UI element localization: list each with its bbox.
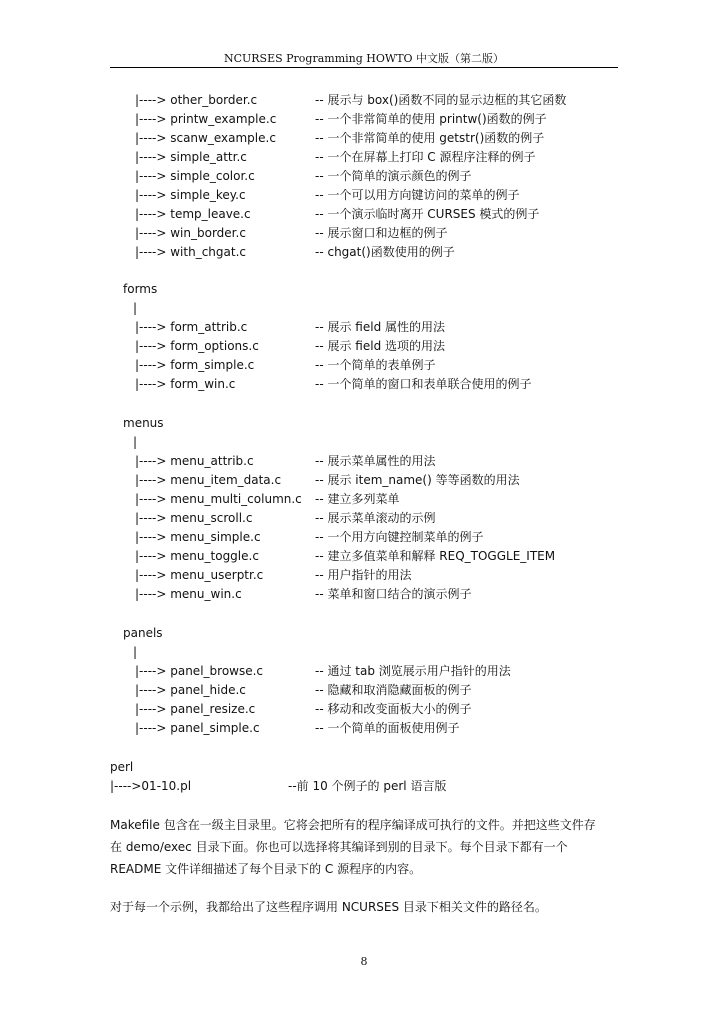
file-entry: |----> menu_multi_column.c: [135, 492, 302, 506]
file-entry: |----> simple_color.c: [135, 169, 255, 183]
file-description: --前 10 个例子的 perl 语言版: [288, 779, 447, 793]
file-description: -- 展示菜单滚动的示例: [315, 511, 436, 525]
file-description: -- 一个演示临时离开 CURSES 模式的例子: [315, 207, 540, 221]
file-entry: |----> menu_toggle.c: [135, 549, 259, 563]
file-entry: |----> menu_item_data.c: [135, 473, 282, 487]
file-description: -- 一个用方向键控制菜单的例子: [315, 530, 484, 544]
file-description: -- 移动和改变面板大小的例子: [315, 702, 472, 716]
file-description: -- 一个简单的窗口和表单联合使用的例子: [315, 377, 532, 391]
file-description: -- 一个非常简单的使用 getstr()函数的例子: [315, 131, 545, 145]
file-description: -- 菜单和窗口结合的演示例子: [315, 587, 472, 601]
file-entry: |----> other_border.c: [135, 93, 258, 107]
file-entry: |----> printw_example.c: [135, 112, 277, 126]
file-description: -- 用户指针的用法: [315, 568, 412, 582]
file-description: -- 通过 tab 浏览展示用户指针的用法: [315, 664, 511, 678]
file-description: -- 一个在屏幕上打印 C 源程序注释的例子: [315, 150, 536, 164]
header-title: NCURSES Programming HOWTO 中文版（第二版）: [223, 52, 505, 65]
file-entry: |----> form_options.c: [135, 339, 259, 353]
paragraph-line: 对于每一个示例，我都给出了这些程序调用 NCURSES 目录下相关文件的路径名。: [110, 900, 547, 914]
file-entry: |----> panel_simple.c: [135, 721, 260, 735]
tree-pipe: |: [133, 301, 138, 315]
paragraph-line: Makefile 包含在一级主目录里。它将会把所有的程序编译成可执行的文件。并把这些文件存: [110, 818, 596, 832]
file-description: -- 建立多列菜单: [315, 492, 400, 506]
file-entry: |----> menu_simple.c: [135, 530, 261, 544]
file-entry: |----> menu_attrib.c: [135, 454, 254, 468]
file-description: -- 建立多值菜单和解释 REQ_TOGGLE_ITEM: [315, 549, 556, 563]
file-description: -- 展示与 box()函数不同的显示边框的其它函数: [315, 93, 567, 107]
file-description: -- 展示 item_name() 等等函数的用法: [315, 473, 520, 487]
file-entry: |---->01-10.pl: [110, 779, 192, 793]
file-entry: |----> panel_hide.c: [135, 683, 246, 697]
file-entry: |----> simple_attr.c: [135, 150, 247, 164]
file-entry: |----> form_win.c: [135, 377, 236, 391]
file-entry: |----> scanw_example.c: [135, 131, 276, 145]
group-title: perl: [110, 760, 134, 774]
file-entry: |----> with_chgat.c: [135, 245, 246, 259]
page-number: 8: [360, 955, 368, 968]
tree-pipe: |: [133, 645, 138, 659]
file-description: -- 一个可以用方向键访问的菜单的例子: [315, 188, 520, 202]
file-description: -- 展示 field 选项的用法: [315, 339, 445, 353]
paragraph-line: 在 demo/exec 目录下面。你也可以选择将其编译到别的目录下。每个目录下都有一个: [110, 840, 568, 854]
file-description: -- 隐藏和取消隐藏面板的例子: [315, 683, 472, 697]
file-description: -- 一个简单的面板使用例子: [315, 721, 460, 735]
tree-pipe: |: [133, 435, 138, 449]
file-description: -- 一个简单的演示颜色的例子: [315, 169, 472, 183]
file-description: -- 展示 field 属性的用法: [315, 320, 445, 334]
group-title: menus: [123, 416, 164, 430]
file-description: -- 展示菜单属性的用法: [315, 454, 436, 468]
file-entry: |----> menu_win.c: [135, 587, 242, 601]
paragraph-line: README 文件详细描述了每个目录下的 C 源程序的内容。: [110, 862, 422, 876]
file-entry: |----> form_attrib.c: [135, 320, 248, 334]
header-rule: [110, 67, 618, 68]
file-entry: |----> temp_leave.c: [135, 207, 251, 221]
group-title: forms: [123, 282, 158, 296]
file-description: -- 展示窗口和边框的例子: [315, 226, 448, 240]
file-entry: |----> win_border.c: [135, 226, 246, 240]
file-description: -- 一个非常简单的使用 printw()函数的例子: [315, 112, 547, 126]
file-description: -- 一个简单的表单例子: [315, 358, 436, 372]
file-description: -- chgat()函数使用的例子: [315, 245, 455, 259]
file-entry: |----> panel_resize.c: [135, 702, 256, 716]
file-entry: |----> form_simple.c: [135, 358, 255, 372]
file-entry: |----> menu_userptr.c: [135, 568, 264, 582]
file-entry: |----> menu_scroll.c: [135, 511, 253, 525]
file-entry: |----> panel_browse.c: [135, 664, 264, 678]
file-entry: |----> simple_key.c: [135, 188, 246, 202]
group-title: panels: [123, 626, 163, 640]
